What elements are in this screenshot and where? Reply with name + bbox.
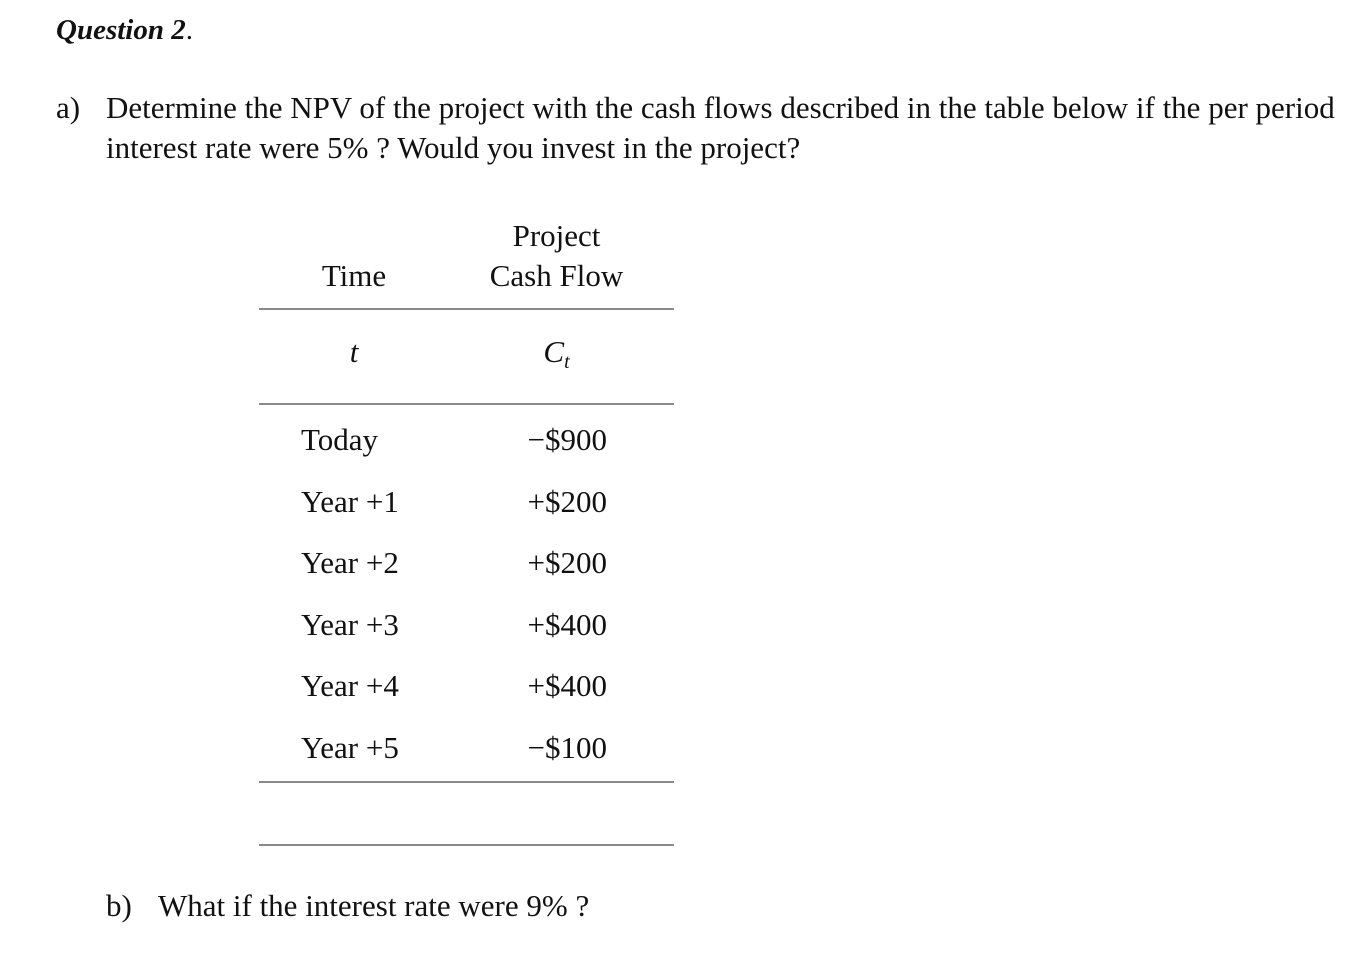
symbol-rule (259, 403, 674, 405)
symbol-time: t (349, 334, 359, 369)
symbol-cash-flow (459, 332, 654, 372)
body-bottom-rule (259, 781, 674, 783)
part-a (56, 88, 1346, 168)
row-0-cash-flow: −$900 (527, 422, 607, 457)
row-0-time: Today (301, 422, 379, 457)
row-1-time: Year +1 (301, 484, 399, 519)
table-bottom-rule (259, 844, 674, 846)
row-3-time: Year +3 (301, 607, 399, 642)
part-b-marker: b) (106, 888, 132, 923)
row-1-cash-flow: +$200 (527, 484, 607, 519)
symbol-cash-flow-main: C (543, 334, 565, 369)
part-a-marker: a) (56, 90, 81, 125)
row-2-time: Year +2 (301, 545, 399, 580)
row-2-cash-flow: +$200 (527, 545, 607, 580)
row-4-time: Year +4 (301, 668, 399, 703)
row-5-cash-flow: −$100 (527, 730, 607, 765)
cash-flow-table (259, 210, 674, 850)
symbol-cash-flow-subscript: t (564, 351, 570, 373)
row-5-time: Year +5 (301, 730, 399, 765)
question-title-suffix: . (185, 14, 193, 46)
row-4-cash-flow: +$400 (527, 668, 607, 703)
row-3-cash-flow: +$400 (527, 607, 607, 642)
header-rule (259, 308, 674, 310)
header-time: Time (321, 258, 387, 293)
header-cash-flow-line1: Project (512, 218, 601, 253)
part-a-text: Determine the NPV of the project with the cash flows described in the table below if the per period interest rate were 5% ? Would you invest in the project? (106, 90, 1335, 165)
part-b-text: What if the interest rate were 9% ? (158, 888, 590, 923)
part-b (106, 886, 1006, 926)
header-cash-flow-line2: Cash Flow (489, 258, 624, 293)
question-title (56, 14, 193, 47)
question-title-text: Question 2 (56, 14, 186, 46)
